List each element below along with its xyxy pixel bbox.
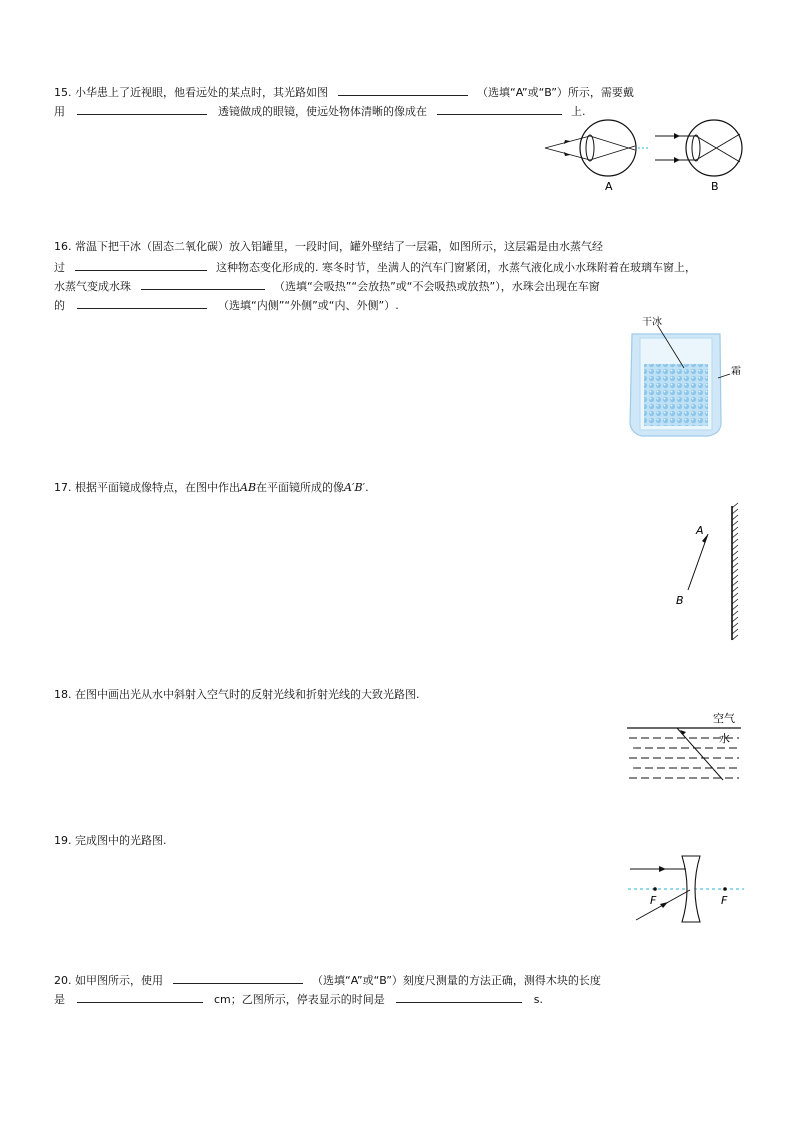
q15-text: 15. 小华患上了近视眼，他看远处的某点时，其光路如图 xyxy=(54,86,328,99)
q17-text: 17. 根据平面镜成像特点，在图中作出 xyxy=(54,481,240,494)
q20-blank-ruler[interactable] xyxy=(173,972,303,984)
q20-blank-length[interactable] xyxy=(77,991,203,1003)
q17-mirror-figure xyxy=(670,500,750,646)
q16-text: 过 xyxy=(54,261,65,274)
dry-ice xyxy=(644,364,708,426)
q16-text: 水蒸气变成水珠 xyxy=(54,280,131,293)
q15-hint: （选填“A”或“B”）所示，需要戴 xyxy=(477,86,634,99)
q16-can-figure xyxy=(620,312,780,442)
mirror-hatching xyxy=(732,503,738,640)
q15-text: 用 xyxy=(54,105,65,118)
label-b: B xyxy=(711,180,719,193)
q20-line1 xyxy=(54,972,601,988)
q16-text: 这种物态变化形成的. 寒冬时节，坐满人的汽车门窗紧闭，水蒸气液化成小水珠附着在玻璃车窗上， xyxy=(216,261,696,274)
label-a: A xyxy=(605,180,613,193)
q20-text: 是 xyxy=(54,993,65,1006)
label-water: 水 xyxy=(719,732,730,745)
q16-text: （选填“内侧”“外侧”或“内、外侧”）. xyxy=(218,299,399,312)
focus-right xyxy=(723,887,727,891)
q17-text: 在平面镜所成的像 xyxy=(256,481,345,494)
label-f-left: F xyxy=(650,894,657,907)
q15-blank-lens[interactable] xyxy=(77,103,207,115)
incident-ray xyxy=(677,728,723,780)
q16-line2 xyxy=(54,259,696,275)
q16-line4 xyxy=(54,297,399,313)
q15-eye-diagrams xyxy=(540,118,760,196)
q18-line xyxy=(54,688,420,702)
label-frost: 霜 xyxy=(731,366,741,377)
q20-text: 20. 如甲图所示，使用 xyxy=(54,974,163,987)
q19-line xyxy=(54,834,167,848)
q16-line3 xyxy=(54,278,600,294)
q16-blank-side[interactable] xyxy=(77,297,207,309)
q15-blank-figure[interactable] xyxy=(338,84,468,96)
q15-line2 xyxy=(54,103,586,119)
q17-a-prime-b-prime: A′B′ xyxy=(344,481,366,494)
q19-lens-figure xyxy=(626,852,746,932)
label-b: B xyxy=(676,594,684,607)
q15-text: 透镜做成的眼镜，使远处物体清晰的像成在 xyxy=(218,105,427,118)
q15-blank-image[interactable] xyxy=(437,103,562,115)
q20-blank-time[interactable] xyxy=(396,991,522,1003)
q19-text: 19. 完成图中的光路图. xyxy=(54,834,167,847)
q15-text: 上. xyxy=(571,105,586,118)
q20-text: s. xyxy=(533,993,543,1006)
q20-text: （选填“A”或“B”）刻度尺测量的方法正确，测得木块的长度 xyxy=(312,974,601,987)
q20-line2 xyxy=(54,991,543,1007)
q16-text: （选填“会吸热”“会放热”或“不会吸热或放热”），水珠会出现在车窗 xyxy=(274,280,600,293)
q16-text: 16. 常温下把干冰（固态二氧化碳）放入铝罐里，一段时间，罐外壁结了一层霜，如图所示，这层霜是由水蒸气经 xyxy=(54,240,603,253)
q16-text: 的 xyxy=(54,299,65,312)
label-dry-ice: 干冰 xyxy=(642,317,662,328)
label-air: 空气 xyxy=(713,712,735,725)
q17-ab: AB xyxy=(240,481,257,494)
q16-line1 xyxy=(54,240,603,254)
q16-blank-process[interactable] xyxy=(75,259,207,271)
focus-left xyxy=(653,887,657,891)
q18-text: 18. 在图中画出光从水中斜射入空气时的反射光线和折射光线的大致光路图. xyxy=(54,688,420,701)
eye-diagram-b xyxy=(655,120,742,193)
eye-diagram-a xyxy=(545,120,648,193)
q17-text: . xyxy=(365,481,369,494)
q15-line1 xyxy=(54,84,634,100)
q16-blank-heat[interactable] xyxy=(141,278,265,290)
q20-text: cm；乙图所示，停表显示的时间是 xyxy=(214,993,385,1006)
q17-line xyxy=(54,481,369,495)
q18-water-figure xyxy=(625,708,745,788)
label-a: A xyxy=(696,524,704,537)
label-f-right: F xyxy=(721,894,728,907)
